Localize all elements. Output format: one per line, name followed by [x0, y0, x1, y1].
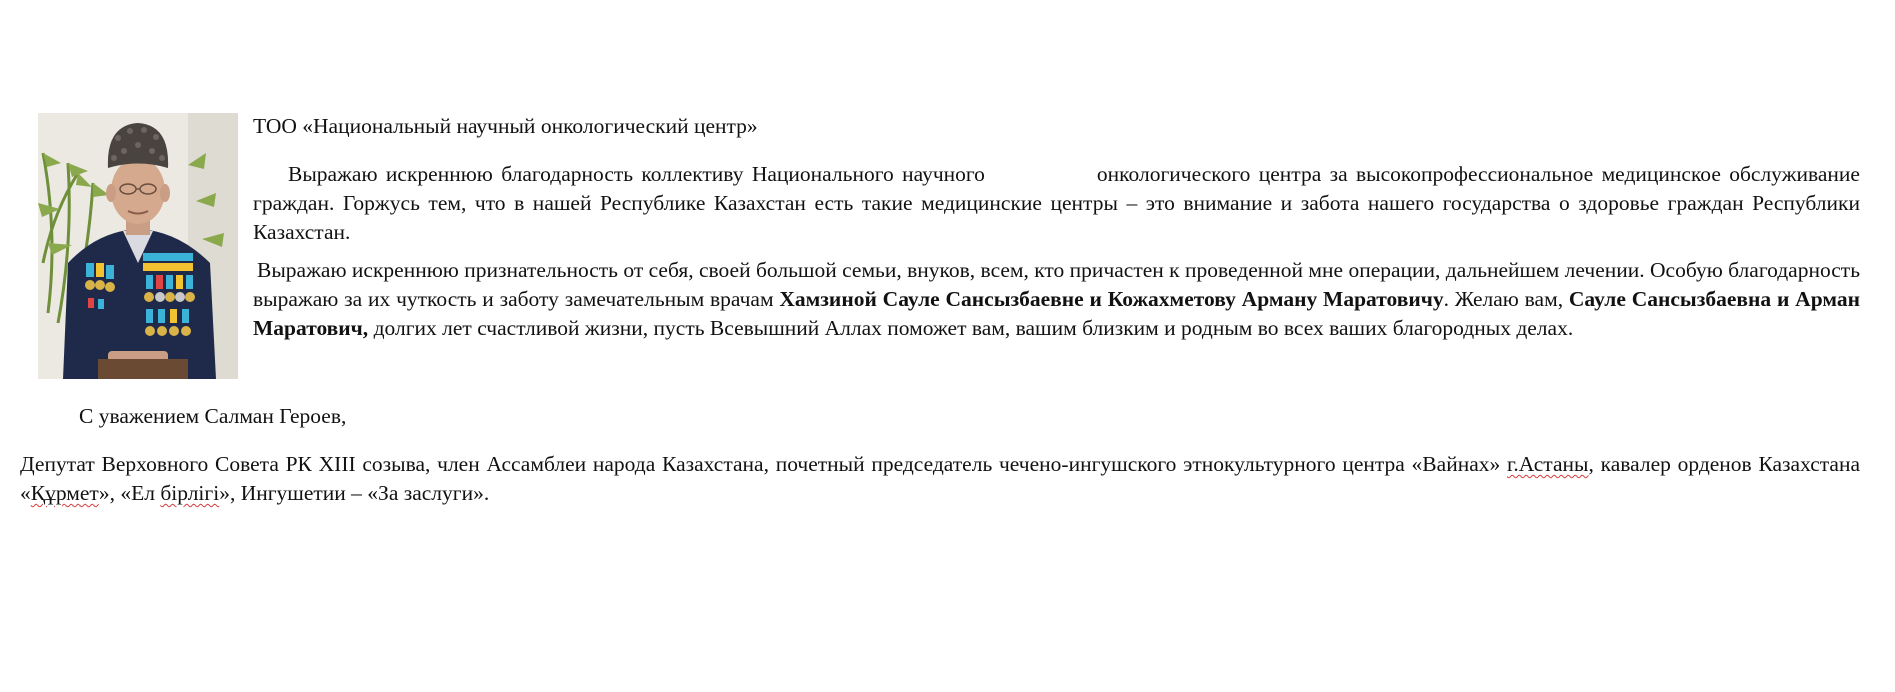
gratitude-text-b: онкологического центра за высокопрофессиональное медицинское обслуживание граждан. Горжусь тем, что в нашей Республике Казахстан есть такие медицинские центры – это внимание и забота нашего государства о здоровье граждан Республики Казахстан.: [253, 162, 1860, 244]
signoff-line: С уважением Салман Героев,: [79, 404, 347, 428]
author-credentials: [20, 450, 1860, 508]
credentials-text-b: , кавалер орденов Казахстана «: [20, 452, 1861, 505]
spellcheck-word-order2[interactable]: бірлігі: [160, 481, 220, 505]
appreciation-text-b: . Желаю вам,: [1443, 287, 1569, 311]
spellcheck-word-order1[interactable]: Құрмет: [30, 481, 99, 505]
appreciation-paragraph: [253, 256, 1860, 343]
portrait-illustration: [38, 113, 238, 379]
appreciation-text-c: долгих лет счастливой жизни, пусть Всевышний Аллах поможет вам, вашим близким и родным во всех ваших благородных делах.: [368, 316, 1574, 340]
doctors-names: Хамзиной Сауле Сансызбаевне и Кожахметову Арману Маратовичу: [779, 287, 1444, 311]
gratitude-text-a: Выражаю искреннюю благодарность коллективу Национального научного: [288, 162, 985, 186]
credentials-text-a: Депутат Верховного Совета РК XIII созыва, член Ассамблеи народа Казахстана, почетный председатель чечено-ингушского этнокультурного центра «Вайнах»: [20, 452, 1507, 476]
portrait-photo: [38, 113, 238, 379]
letter-body: [253, 160, 1860, 343]
recipient-header: ТОО «Национальный научный онкологический центр»: [253, 114, 758, 138]
appreciation-text-a: Выражаю искреннюю признательность от себя, своей большой семьи, внуков, всем, кто причастен к проведенной мне операции, дальнейшем лечении. Особую благодарность выражаю за их чуткость и заботу замечательным врачам: [253, 258, 1860, 311]
credentials-text-d: », Ингушетии – «За заслуги».: [219, 481, 490, 505]
spellcheck-word-city[interactable]: г.Астаны: [1507, 452, 1589, 476]
credentials-text-c: », «Ел: [98, 481, 161, 505]
doctors-first-names: Сауле Сансызбаевна и Арман Маратович,: [253, 287, 1860, 340]
gratitude-paragraph: [253, 160, 1860, 247]
